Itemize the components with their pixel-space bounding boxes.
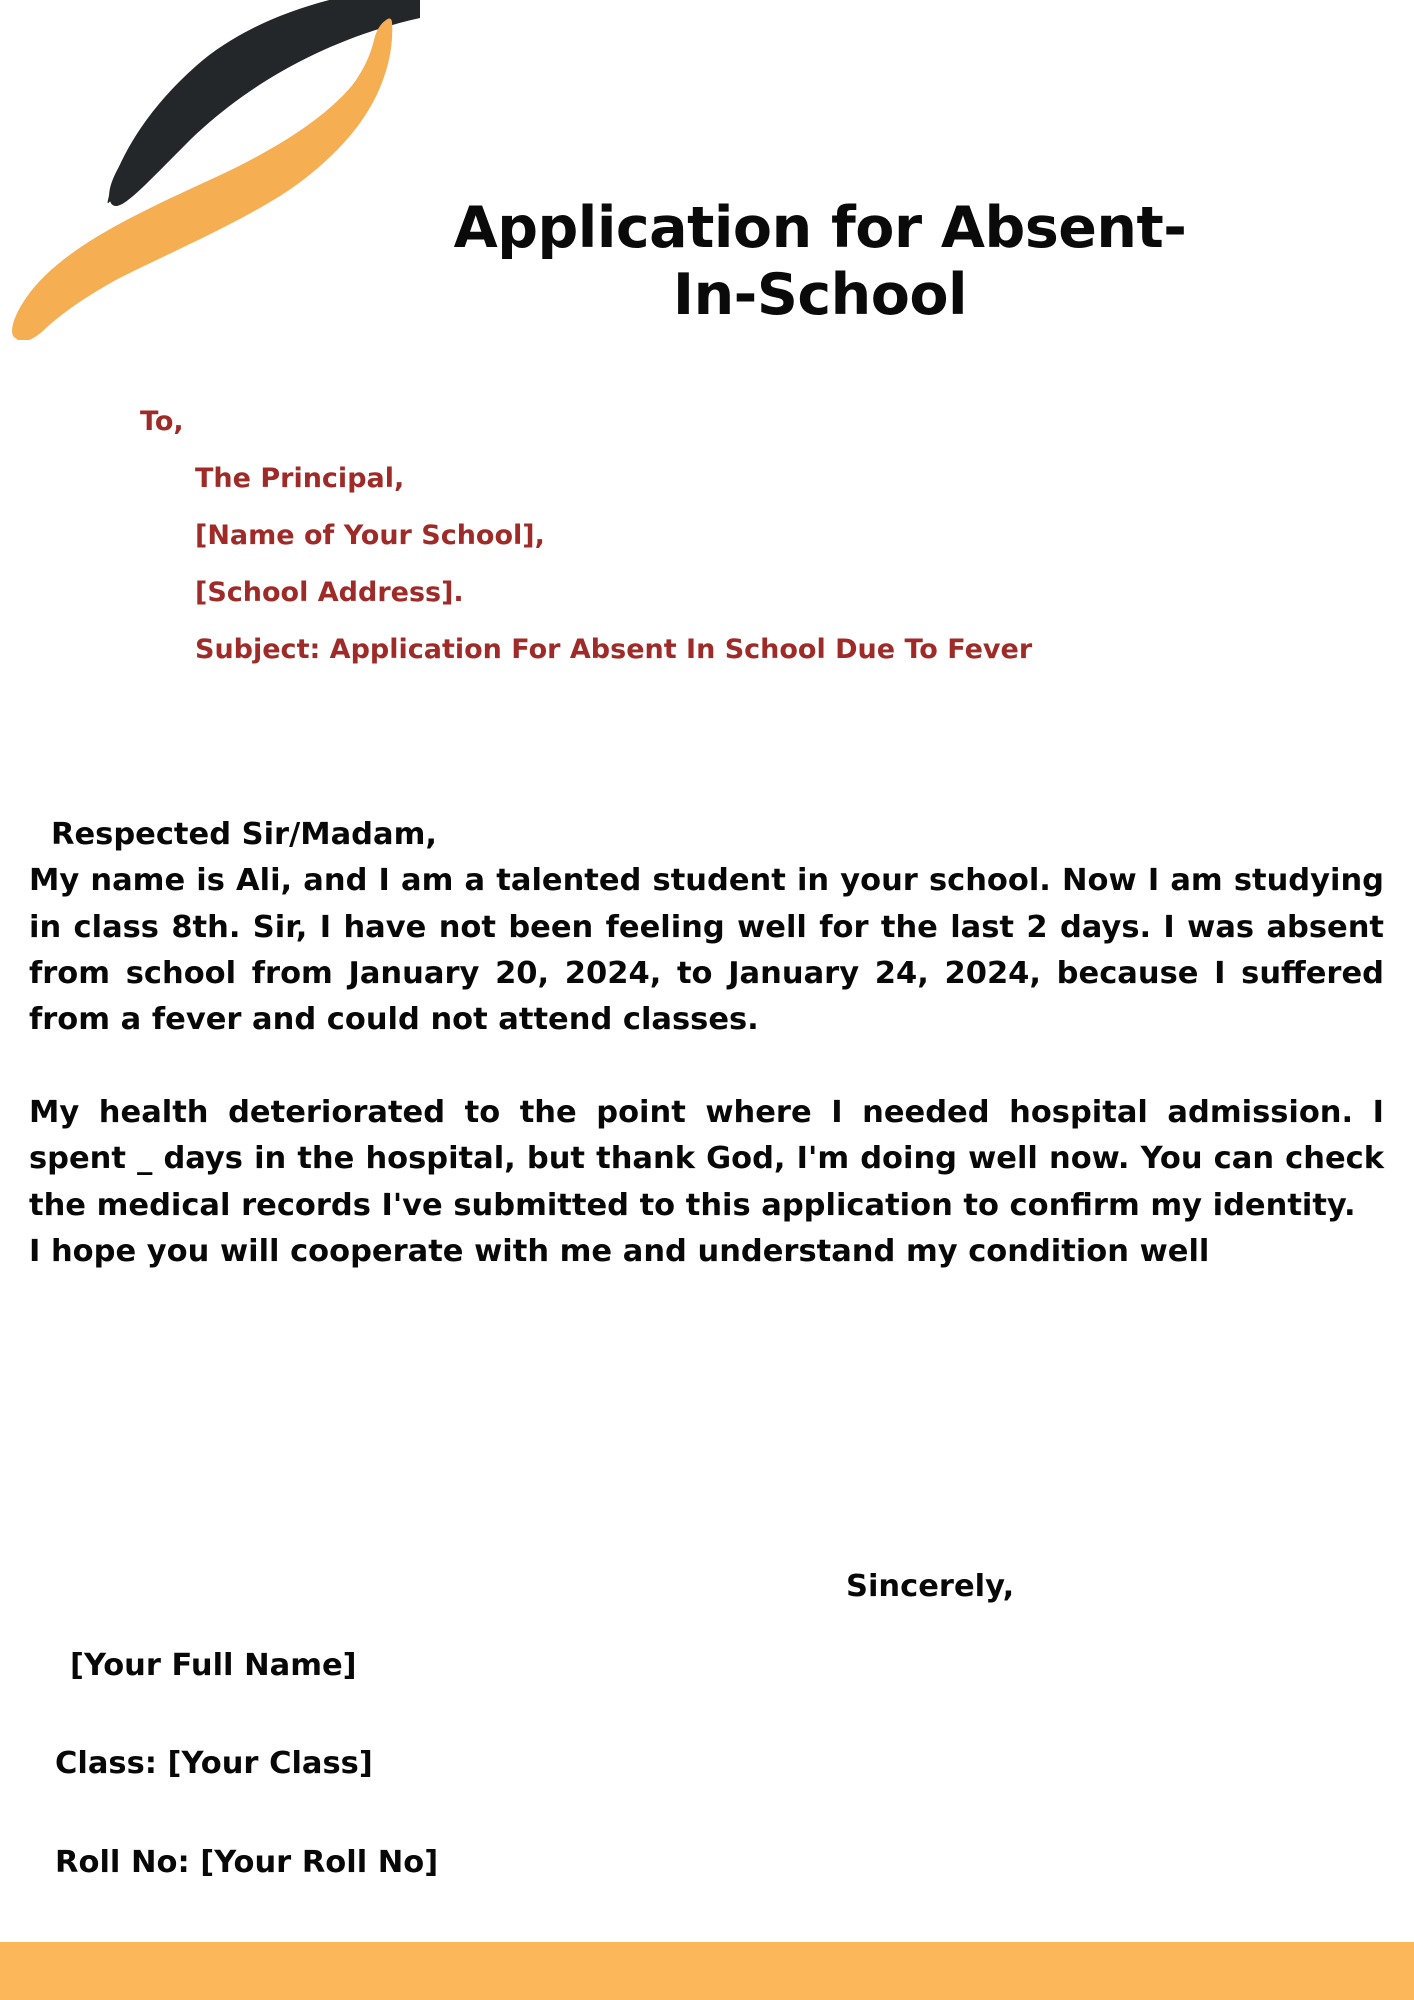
recipient-to: To, (140, 406, 184, 437)
recipient-block (140, 408, 1370, 663)
signature-roll-no: Roll No: [Your Roll No] (55, 1844, 439, 1880)
quill-dark-plume-body (109, 0, 420, 206)
recipient-school-address: [School Address]. (195, 577, 464, 608)
closing-sign-off: Sincerely, (846, 1569, 1015, 1604)
page-title (330, 195, 1310, 330)
recipient-school-name: [Name of Your School], (195, 520, 545, 551)
paragraph-spacer (29, 1044, 1384, 1090)
letter-paragraph-2: My health deteriorated to the point where I needed hospital admission. I spent _ days in the hospital, but thank God, I'm doing well now. You can check the medical records I've submitted to this application to confirm my identity. (29, 1094, 1384, 1223)
letter-body (29, 812, 1384, 1275)
recipient-principal: The Principal, (195, 463, 405, 494)
letter-paragraph-1: My name is Ali, and I am a talented student in your school. Now I am studying in class 8th. Sir, I have not been feeling well for the last 2 days. I was absent from school from January 20, 2024, to January 24, 2024, because I suffered from a fever and could not attend classes. (29, 863, 1384, 1038)
page-title-line-1: Application for Absent- (453, 195, 1187, 261)
footer-accent-bar (0, 1942, 1414, 2000)
letter-salutation: Respected Sir/Madam, (51, 817, 437, 852)
letter-paragraph-3: I hope you will cooperate with me and understand my condition well (29, 1233, 1210, 1269)
subject-line: Subject: Application For Absent In School Due To Fever (195, 634, 1033, 665)
quill-dark-plume (108, 0, 420, 203)
closing-block (0, 1569, 1414, 1880)
signature-full-name: [Your Full Name] (70, 1647, 357, 1683)
signature-class: Class: [Your Class] (55, 1746, 373, 1781)
page-title-line-2: In-School (672, 262, 968, 329)
